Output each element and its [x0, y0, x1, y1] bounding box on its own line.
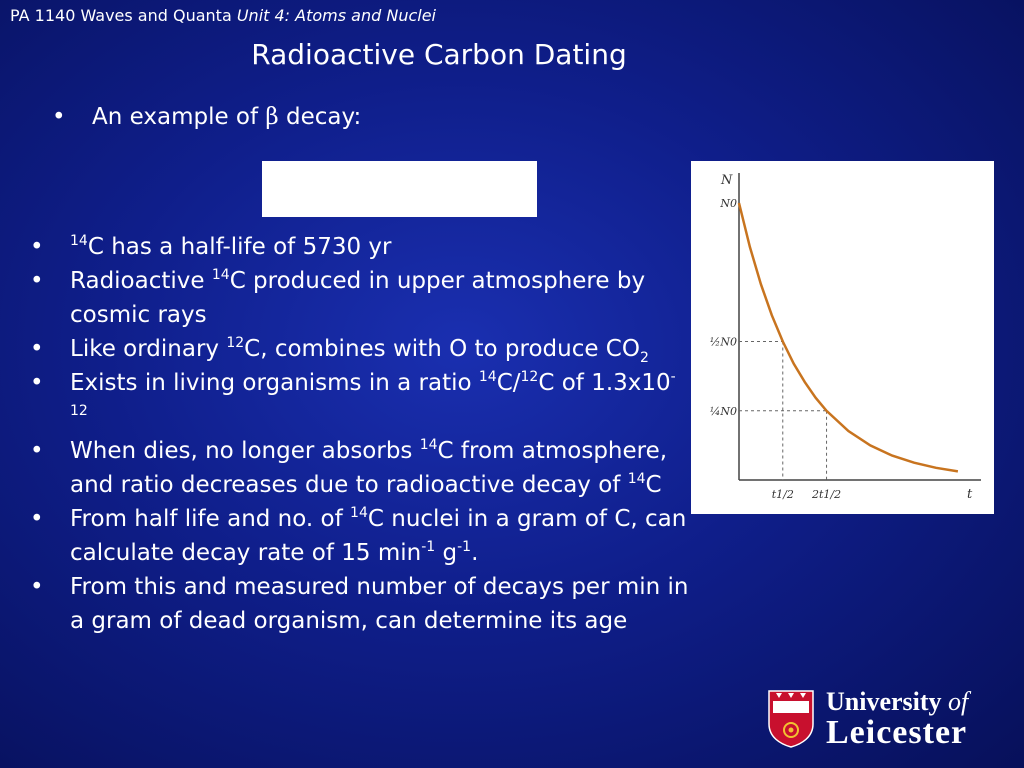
logo-leicester: Leicester: [826, 714, 968, 751]
logo-university: University: [826, 687, 949, 716]
superscript: -1: [457, 539, 472, 555]
superscript: 14: [627, 471, 646, 487]
bullet-text: Like ordinary: [70, 336, 227, 362]
bullet-text: When dies, no longer absorbs: [70, 438, 420, 464]
x-axis-label: t: [967, 487, 973, 502]
bullet-list: [30, 230, 690, 638]
intro-text-before: An example of: [92, 104, 266, 130]
logo-of: of: [948, 687, 969, 716]
bullet-text: C, combines with O to produce CO: [244, 336, 640, 362]
y-axis-label: N: [721, 173, 733, 188]
bullet-glyph: •: [52, 104, 66, 130]
bullet-item: [30, 570, 690, 638]
decay-chart-svg: [691, 161, 994, 514]
bullet-text: C from atmosphere, and ratio decreases due to radioactive decay of: [70, 438, 668, 498]
intro-bullet: [52, 104, 361, 130]
bullet-item: [30, 502, 690, 570]
y-tick-label: ¼N0: [709, 404, 737, 418]
superscript: 14: [211, 267, 230, 283]
bullet-text: C/: [496, 370, 521, 396]
superscript: 12: [520, 369, 539, 385]
bullet-text: Exists in living organisms in a ratio: [70, 370, 479, 396]
bullet-item: [30, 264, 690, 332]
bullet-item: [30, 332, 690, 366]
slide-title: Radioactive Carbon Dating: [251, 38, 627, 71]
decay-curve: [739, 203, 958, 471]
subscript: 2: [639, 350, 649, 366]
university-wordmark: [826, 688, 968, 750]
bullet-item: [30, 434, 690, 502]
superscript: -1: [421, 539, 436, 555]
bullet-text: g: [435, 540, 458, 566]
bullet-text: From this and measured number of decays per min in a gram of dead organism, can determine its age: [70, 574, 689, 634]
bullet-text: From half life and no. of: [70, 506, 351, 532]
bullet-text: C of 1.3x10: [538, 370, 671, 396]
bullet-text: Radioactive: [70, 268, 212, 294]
slide-header: [10, 6, 436, 25]
unit-label: Unit 4: Atoms and Nuclei: [236, 6, 436, 25]
y-tick-label: N0: [720, 197, 737, 210]
superscript: 14: [350, 505, 368, 521]
intro-text-after: decay:: [278, 104, 362, 130]
bullet-item: [30, 230, 690, 264]
bullet-text: .: [471, 540, 479, 566]
beta-symbol: β: [265, 104, 279, 130]
equation-image-placeholder: [262, 161, 537, 217]
x-tick-label: 2t1/2: [811, 488, 842, 501]
bullet-item: [30, 366, 690, 434]
x-tick-label: t1/2: [771, 488, 794, 501]
superscript: 12: [226, 335, 245, 351]
superscript: 14: [419, 437, 438, 453]
bullet-text: C nuclei in a gram of C, can calculate decay rate of 15 min: [70, 506, 687, 566]
university-logo: [768, 687, 1008, 751]
bullet-text: C produced in upper atmosphere by cosmic rays: [70, 268, 646, 328]
superscript: 14: [70, 233, 88, 249]
superscript: -12: [70, 369, 676, 419]
superscript: 14: [478, 369, 497, 385]
y-tick-label: ½N0: [709, 335, 737, 349]
decay-chart: [691, 161, 994, 514]
course-label: PA 1140 Waves and Quanta: [10, 6, 232, 25]
bullet-text: C: [645, 472, 662, 498]
bullet-text: C has a half-life of 5730 yr: [87, 234, 392, 260]
shield-icon: [768, 690, 814, 748]
